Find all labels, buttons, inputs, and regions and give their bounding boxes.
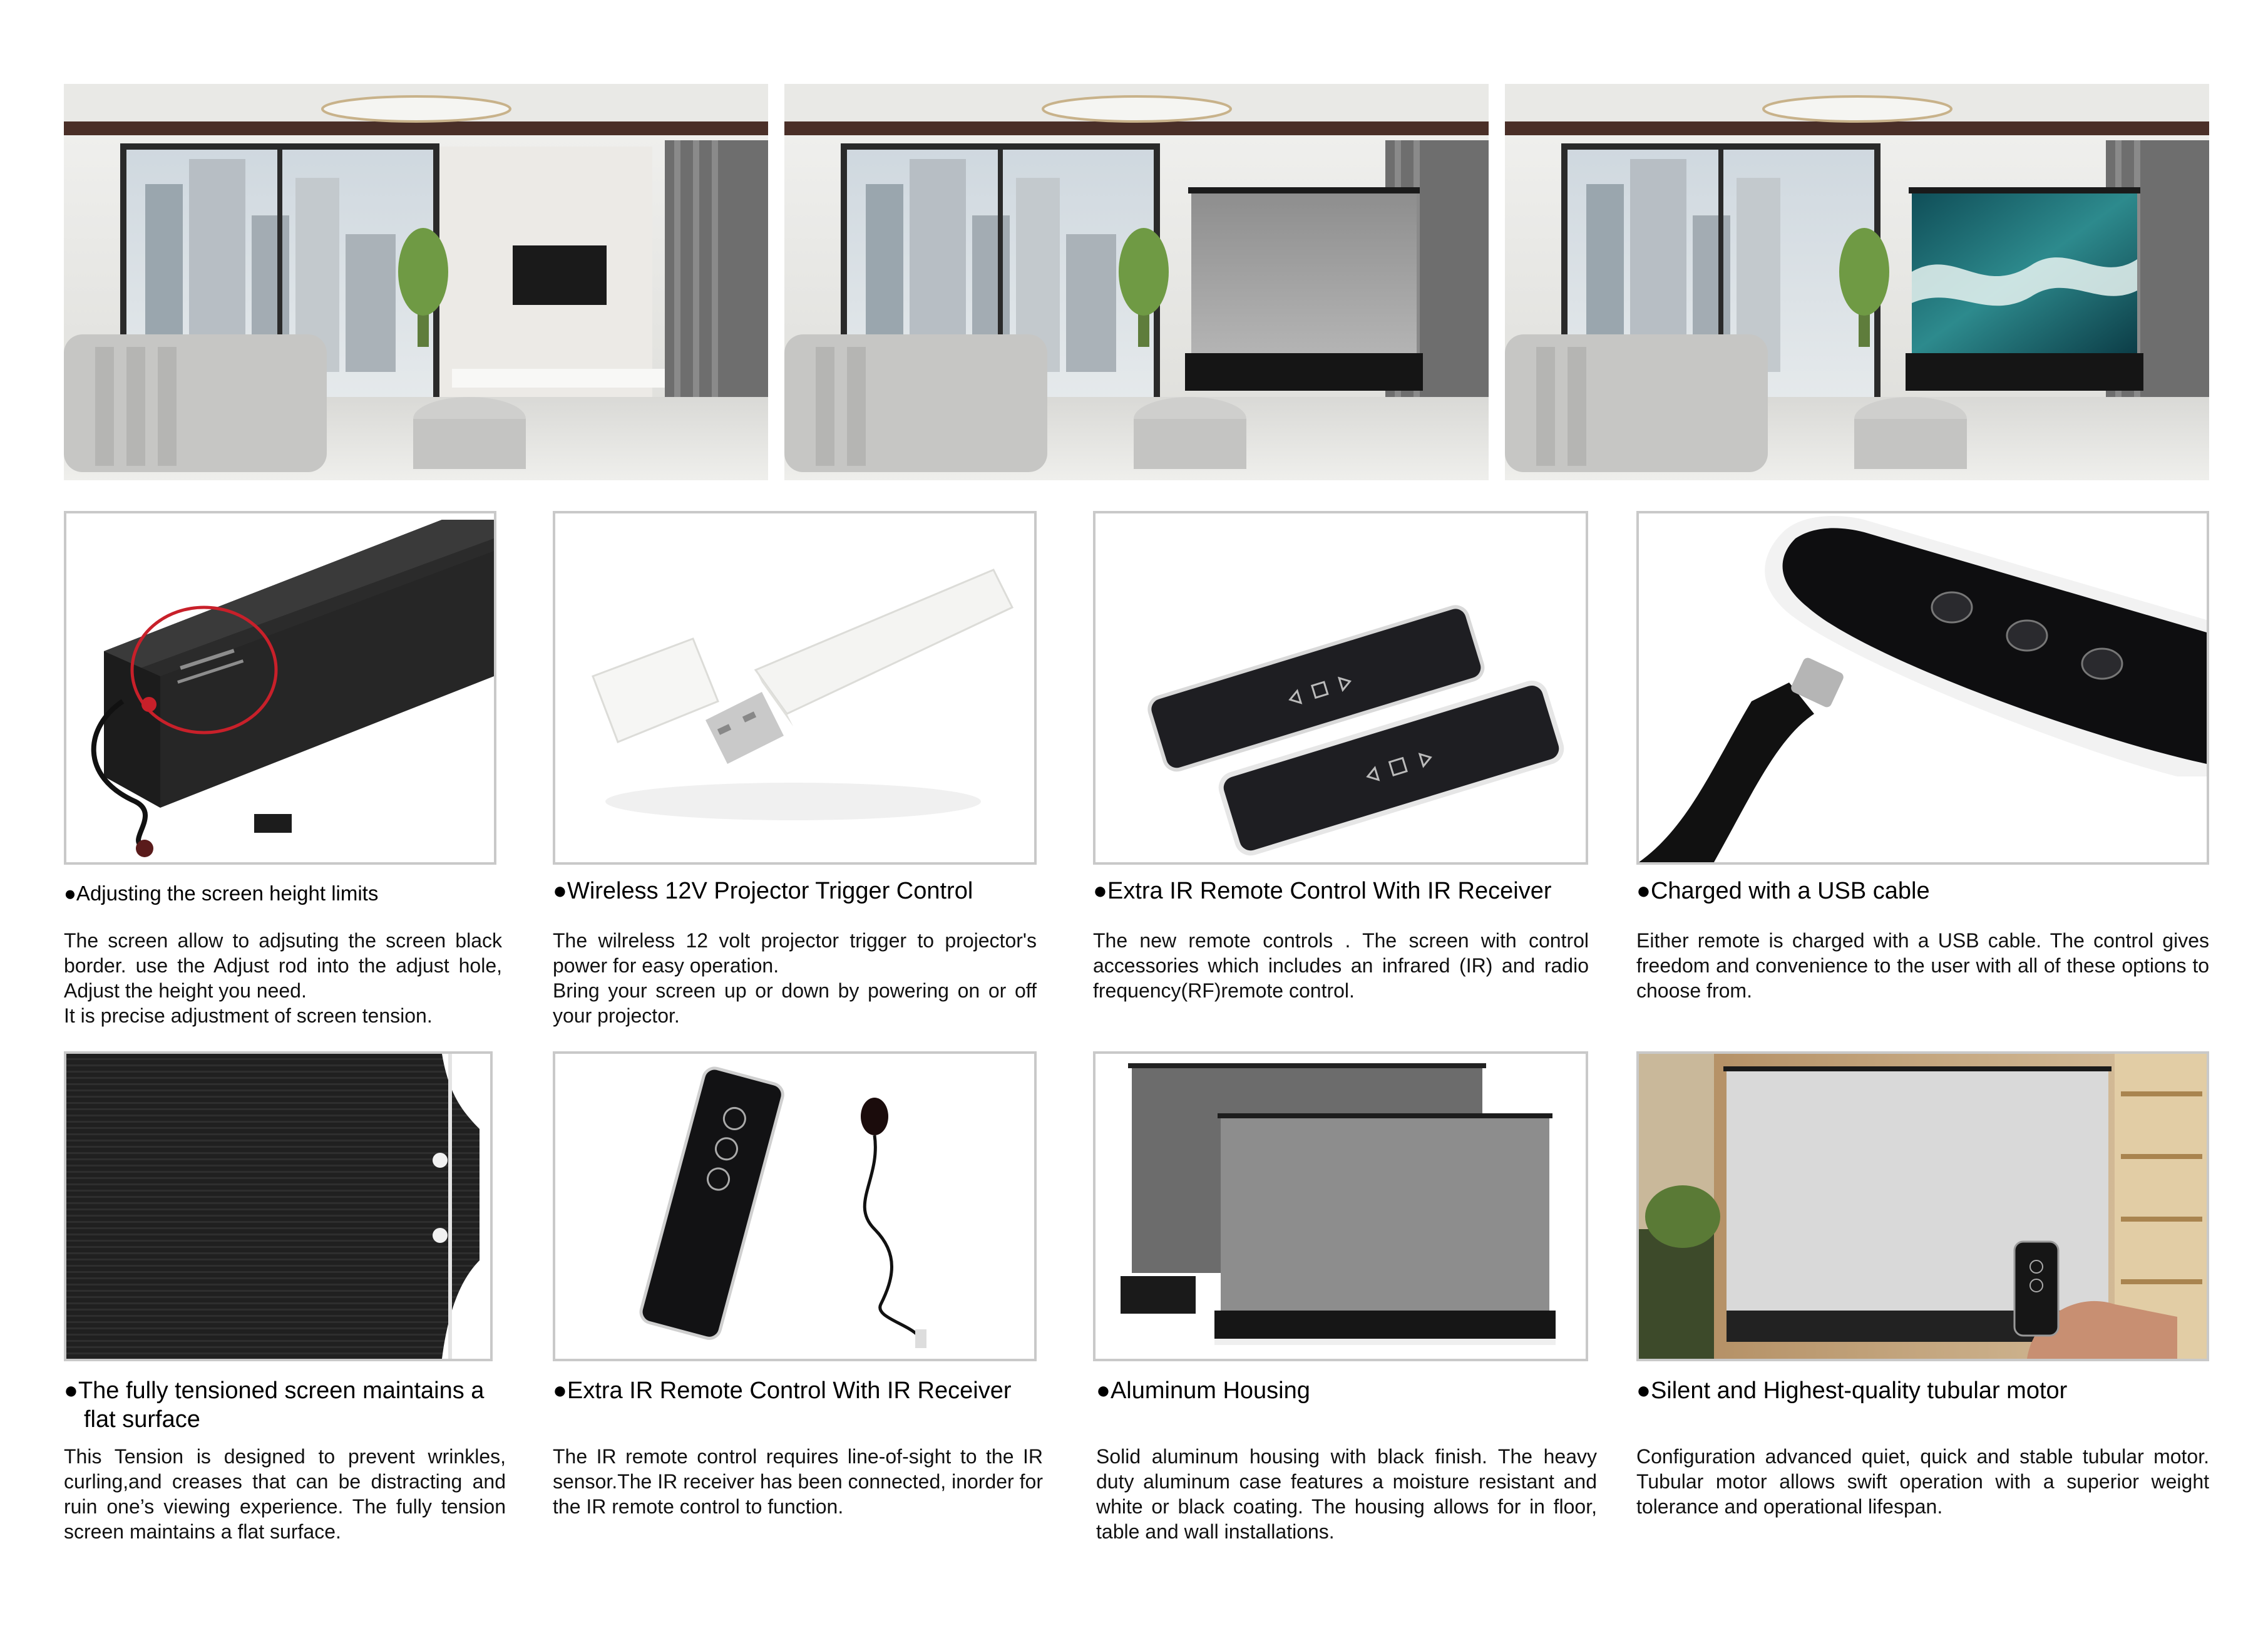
living-room-photo-tv (64, 84, 768, 480)
section-1-body: The screen allow to adjsuting the screen black border. use the Adjust rod into the adjust hole, Adjust the height you need. It is precise adjustment of screen tension. (64, 929, 502, 1027)
housing-closeup-image (64, 511, 496, 865)
section-4-title: ●Charged with a USB cable (1636, 878, 1930, 904)
section-6-body: The IR remote control requires line-of-sight to the IR sensor.The IR receiver has been connected, inorder for the IR remote control to function. (553, 1445, 1043, 1518)
tubular-motor-room-image (1636, 1051, 2209, 1361)
section-1-title: ●Adjusting the screen height limits (64, 882, 379, 905)
section-8-body: Configuration advanced quiet, quick and stable tubular motor. Tubular motor allows swift operation with a superior weight tolerance and operational lifespan. (1636, 1445, 2209, 1518)
usb-charging-remote-image (1636, 511, 2209, 865)
section-8-title: ●Silent and Highest-quality tubular motor (1636, 1378, 2068, 1404)
section-4-body: Either remote is charged with a USB cable. The control gives freedom and convenience to the user with all of these options to choose from. (1636, 929, 2209, 1002)
living-room-photo-grey-screen (784, 84, 1489, 480)
two-remote-controls-image (1093, 511, 1588, 865)
section-2-title: ●Wireless 12V Projector Trigger Control (553, 878, 973, 904)
section-5-body: This Tension is designed to prevent wrinkles, curling,and creases that can be distracting and ruin one’s viewing experience. The fully tension screen maintains a flat surface. (64, 1445, 506, 1543)
section-3-body: The new remote controls . The screen with control accessories which includes an infrared (IR) and radio frequency(RF)remote control. (1093, 929, 1589, 1002)
living-room-photo-ocean-screen (1505, 84, 2209, 480)
section-7-body: Solid aluminum housing with black finish. The heavy duty aluminum case features a moisture resistant and white or black coating. The housing allows for in floor, table and wall installations. (1096, 1445, 1597, 1543)
trigger-usb-dongle-image (553, 511, 1037, 865)
section-2-body: The wilreless 12 volt projector trigger to projector's power for easy operation. Bring your screen up or down by powering on or off your projector. (553, 929, 1037, 1027)
ir-remote-and-receiver-image (553, 1051, 1037, 1361)
section-3-title: ●Extra IR Remote Control With IR Receiver (1093, 878, 1552, 904)
section-7-title: ●Aluminum Housing (1096, 1378, 1310, 1404)
section-5-title-line2: flat surface (84, 1406, 200, 1433)
section-6-title: ●Extra IR Remote Control With IR Receiver (553, 1378, 1012, 1404)
section-5-title-line1: ●The fully tensioned screen maintains a (64, 1378, 485, 1404)
aluminum-housing-image (1093, 1051, 1588, 1361)
tensioned-screen-image (64, 1051, 493, 1361)
